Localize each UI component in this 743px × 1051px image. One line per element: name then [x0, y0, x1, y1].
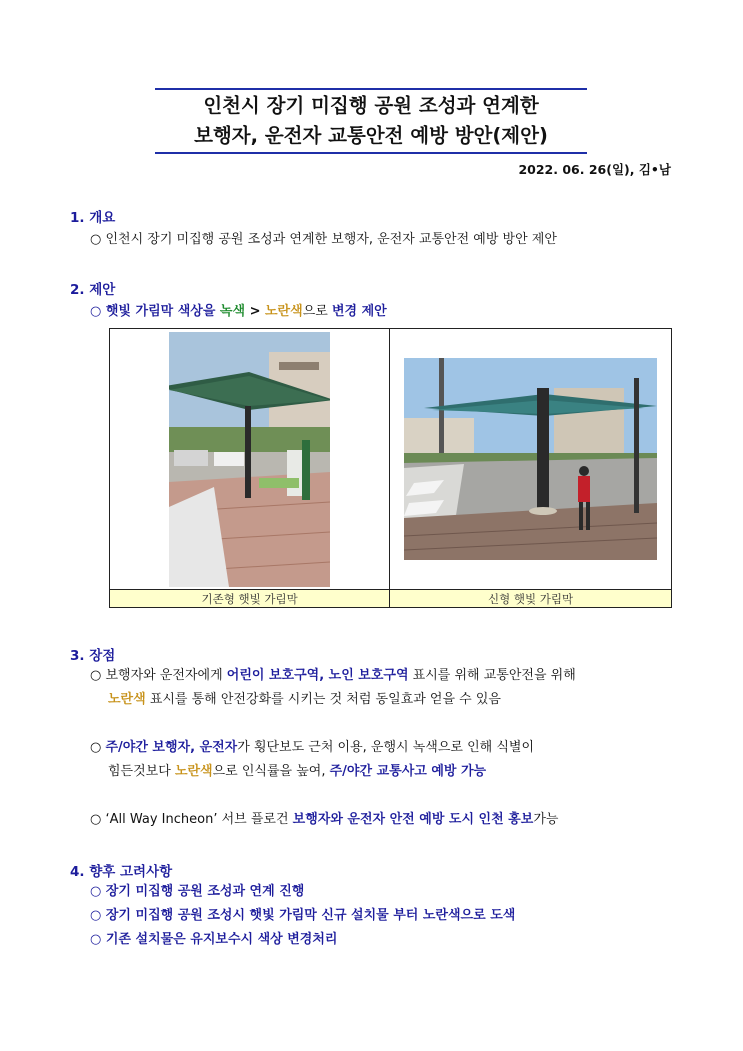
- section-1-text: ○ 인천시 장기 미집행 공원 조성과 연계한 보행자, 운전자 교통안전 예방 방안 제안: [90, 232, 557, 247]
- photo-new-canopy: [404, 358, 657, 560]
- s3-b3-promo: 보행자와 운전자 안전 예방 도시 인천 홍보: [292, 812, 534, 827]
- section-2-heading: 2. 제안: [70, 282, 116, 298]
- s3-b2-q3: 으로 인식률을 높여,: [212, 764, 330, 779]
- s4-item-1: ○ 장기 미집행 공원 조성과 연계 진행: [90, 884, 305, 899]
- s2-part5: 으로: [302, 304, 332, 319]
- caption-new-canopy: 신형 햇빛 가림막: [390, 590, 672, 608]
- document-date: 2022. 06. 26(일), 김•남: [518, 162, 671, 177]
- s3-b1-p3: 표시를 위해 교통안전을 위해: [408, 668, 576, 683]
- title-line-2: 보행자, 운전자 교통안전 예방 방안(제안): [194, 124, 548, 147]
- title-line-1: 인천시 장기 미집행 공원 조성과 연계한: [203, 94, 539, 117]
- photo-cell-right: [390, 329, 672, 590]
- s3-b1-zones: 어린이 보호구역, 노인 보호구역: [226, 668, 409, 683]
- photo-old-canopy: [169, 332, 330, 587]
- s3-benefit-2-line-1: [90, 738, 534, 758]
- s4-item-2: ○ 장기 미집행 공원 조성시 햇빛 가림막 신규 설치물 부터 노란색으로 도색: [90, 908, 516, 923]
- s2-yellow: 노란색: [265, 304, 303, 319]
- s3-b2-p3: 가 횡단보도 근처 이용, 운행시 녹색으로 인해 식별이: [237, 740, 535, 755]
- s3-b1-p1: ○ 보행자와 운전자에게: [90, 668, 227, 683]
- s3-benefit-1-line-2: [108, 690, 501, 710]
- s3-b2-q1: 힘든것보다: [108, 764, 175, 779]
- s3-b2-p1: ○: [90, 740, 106, 755]
- caption-old-canopy: 기존형 햇빛 가림막: [110, 590, 390, 608]
- s4-item-3: ○ 기존 설치물은 유지보수시 색상 변경처리: [90, 932, 338, 947]
- section-4-heading: 4. 향후 고려사항: [70, 864, 173, 880]
- s3-b3-p1: ○ ‘All Way Incheon’ 서브 플로건: [90, 812, 293, 827]
- s3-benefit-1-line-1: [90, 666, 576, 686]
- document-title: [155, 88, 587, 154]
- s3-b3-p3: 가능: [533, 812, 559, 827]
- s2-part6: 변경 제안: [331, 304, 387, 319]
- section-1-heading: 1. 개요: [70, 210, 116, 226]
- title-rule-top: [155, 88, 587, 90]
- photo-table: [109, 328, 672, 608]
- photo-cell-left: [110, 329, 390, 590]
- s2-green: 녹색: [219, 304, 246, 319]
- s3-b1-q2: 표시를 통해 안전강화를 시키는 것 처럼 동일효과 얻을 수 있음: [145, 692, 501, 707]
- s3-b1-yellow: 노란색: [108, 692, 146, 707]
- section-3-heading: 3. 장점: [70, 648, 116, 664]
- s3-benefit-2-line-2: [108, 762, 486, 782]
- s3-b2-yellow: 노란색: [174, 764, 213, 779]
- s2-part1: ○ 햇빛 가림막 색상을: [90, 304, 220, 319]
- s2-arrow: >: [245, 304, 265, 319]
- section-2-text: [90, 302, 387, 322]
- s3-b2-prevention: 주/야간 교통사고 예방 가능: [329, 764, 487, 779]
- title-rule-bottom: [155, 152, 587, 154]
- s3-b2-subjects: 주/야간 보행자, 운전자: [105, 740, 238, 755]
- s3-benefit-3: [90, 810, 558, 830]
